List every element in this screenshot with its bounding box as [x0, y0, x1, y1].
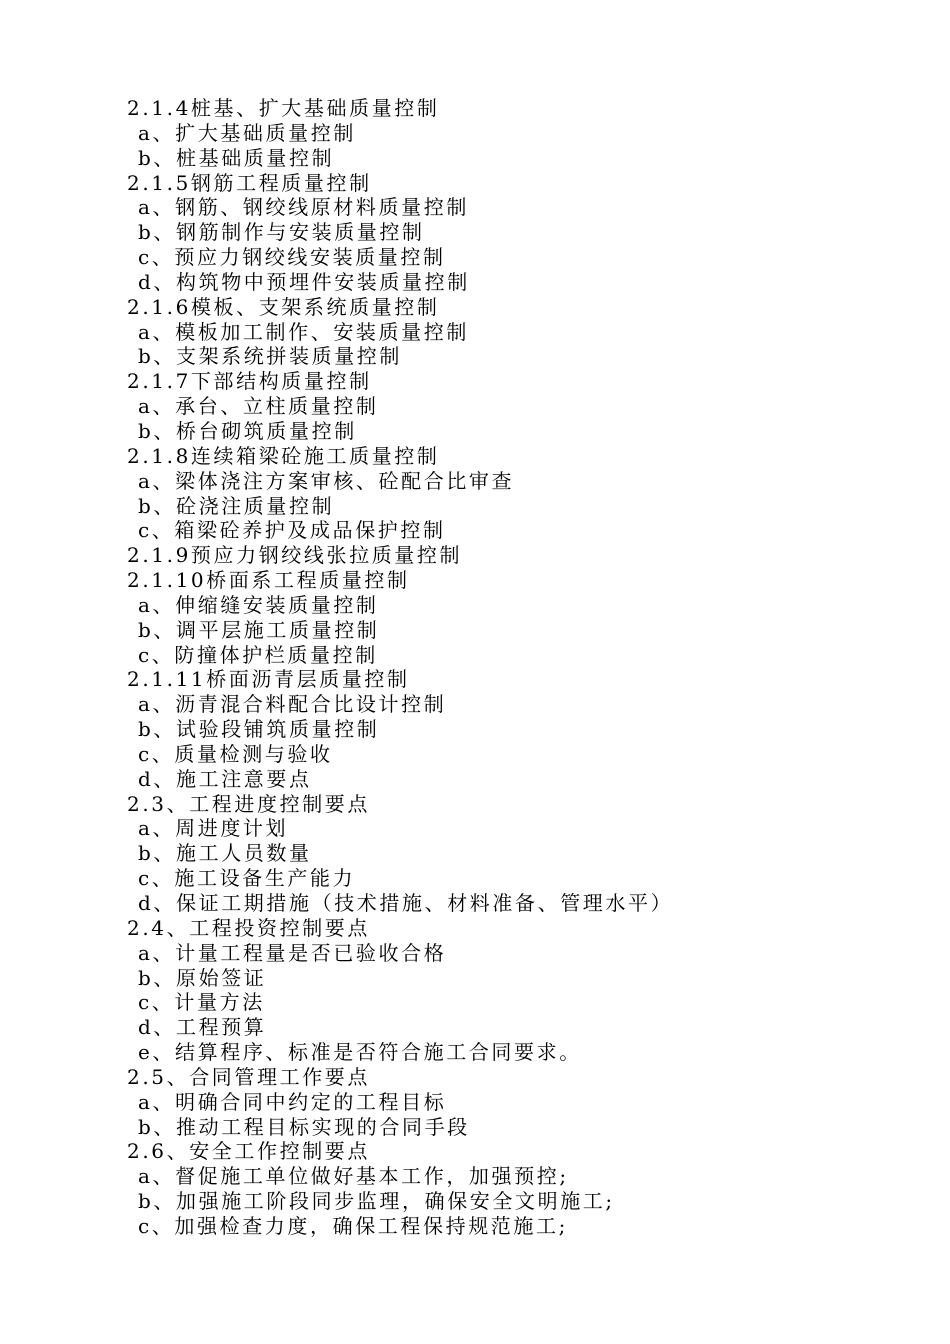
list-item: c、箱梁砼养护及成品保护控制 [138, 518, 446, 543]
section-heading: 2.1.8连续箱梁砼施工质量控制 [127, 443, 440, 468]
list-item: b、加强施工阶段同步监理，确保安全文明施工; [138, 1189, 615, 1214]
section-heading: 2.4、工程投资控制要点 [127, 915, 371, 940]
section-heading: 2.1.6模板、支架系统质量控制 [127, 294, 440, 319]
list-item: c、计量方法 [138, 990, 265, 1015]
list-item: d、施工注意要点 [138, 766, 312, 791]
list-item: e、结算程序、标准是否符合施工合同要求。 [138, 1040, 582, 1065]
list-item: a、承台、立柱质量控制 [138, 394, 379, 419]
list-item: a、伸缩缝安装质量控制 [138, 592, 379, 617]
list-item: b、调平层施工质量控制 [138, 617, 380, 642]
list-item: d、保证工期措施（技术措施、材料准备、管理水平） [138, 891, 674, 915]
list-item: b、施工人员数量 [138, 841, 312, 866]
section-heading: 2.1.5钢筋工程质量控制 [127, 170, 372, 195]
list-item: c、加强检查力度，确保工程保持规范施工; [138, 1213, 568, 1238]
list-item: a、周进度计划 [138, 816, 289, 841]
list-item: a、沥青混合料配合比设计控制 [138, 692, 447, 717]
list-item: a、钢筋、钢绞线原材料质量控制 [138, 195, 469, 220]
list-item: a、计量工程量是否已验收合格 [138, 940, 447, 965]
list-item: a、模板加工制作、安装质量控制 [138, 319, 469, 344]
list-item: b、原始签证 [138, 965, 267, 990]
list-item: c、防撞体护栏质量控制 [138, 642, 378, 667]
list-item: b、砼浇注质量控制 [138, 493, 335, 518]
section-heading: 2.1.10桥面系工程质量控制 [127, 568, 410, 593]
section-heading: 2.3、工程进度控制要点 [127, 791, 371, 816]
section-heading: 2.1.7下部结构质量控制 [127, 369, 372, 394]
section-heading: 2.1.4桩基、扩大基础质量控制 [127, 96, 440, 120]
list-item: a、督促施工单位做好基本工作，加强预控; [138, 1164, 569, 1189]
section-heading: 2.5、合同管理工作要点 [127, 1064, 371, 1089]
list-item: b、支架系统拼装质量控制 [138, 344, 403, 369]
list-item: b、试验段铺筑质量控制 [138, 717, 380, 742]
list-item: d、工程预算 [138, 1015, 267, 1040]
list-item: b、推动工程目标实现的合同手段 [138, 1114, 470, 1139]
list-item: a、梁体浇注方案审核、砼配合比审查 [138, 468, 515, 493]
document-body [0, 96, 950, 1239]
list-item: a、扩大基础质量控制 [138, 120, 356, 145]
section-heading: 2.1.11桥面沥青层质量控制 [127, 667, 410, 692]
section-heading: 2.6、安全工作控制要点 [127, 1139, 371, 1164]
list-item: d、构筑物中预埋件安装质量控制 [138, 269, 470, 294]
section-heading: 2.1.9预应力钢绞线张拉质量控制 [127, 543, 463, 568]
list-item: a、明确合同中约定的工程目标 [138, 1089, 447, 1114]
list-item: b、桥台砌筑质量控制 [138, 418, 357, 443]
list-item: c、施工设备生产能力 [138, 866, 356, 891]
list-item: b、桩基础质量控制 [138, 145, 335, 170]
list-item: c、质量检测与验收 [138, 741, 333, 766]
list-item: c、预应力钢绞线安装质量控制 [138, 245, 446, 270]
list-item: b、钢筋制作与安装质量控制 [138, 220, 425, 245]
